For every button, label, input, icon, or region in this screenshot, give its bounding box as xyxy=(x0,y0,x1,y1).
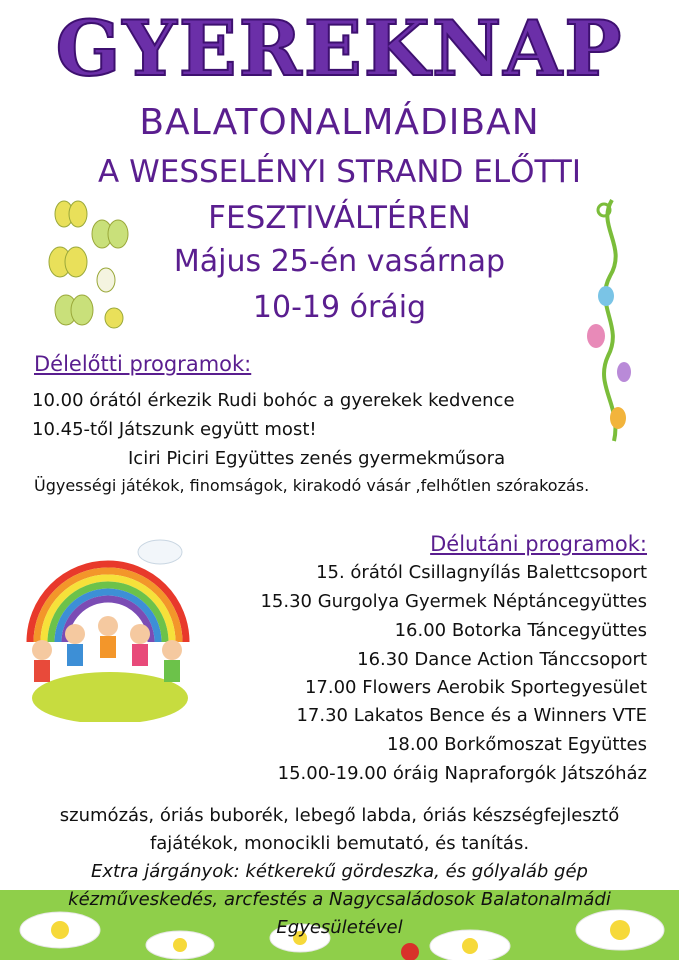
morning-item: 10.45-től Játszunk együtt most! xyxy=(32,419,317,440)
afternoon-item: 17.30 Lakatos Bence és a Winners VTE xyxy=(296,705,647,726)
poster-title: GYEREKNAP xyxy=(55,4,624,93)
rainbow-kids-illustration xyxy=(20,522,200,722)
morning-item: 10.00 órától érkezik Rudi bohóc a gyerekek kedvence xyxy=(32,390,515,411)
footer-line: szumózás, óriás buborék, lebegő labda, óriás készségfejlesztő xyxy=(59,805,620,826)
morning-item: Ügyességi játékok, finomságok, kirakodó vásár ,felhőtlen szórakozás. xyxy=(34,476,590,495)
event-date: Május 25-én vasárnap xyxy=(173,244,506,279)
afternoon-item: 15. órától Csillagnyílás Balettcsoport xyxy=(316,562,647,583)
vine-illustration xyxy=(584,196,640,446)
morning-item: Iciri Piciri Együttes zenés gyermekműsora xyxy=(128,448,506,469)
afternoon-item: 15.00-19.00 óráig Napraforgók Játszóház xyxy=(277,763,647,784)
afternoon-item: 17.00 Flowers Aerobik Sportegyesület xyxy=(304,677,647,698)
footer-line: Extra járgányok: kétkerekű gördeszka, és gólyaláb gép xyxy=(91,861,588,882)
afternoon-item: 18.00 Borkőmoszat Együttes xyxy=(386,734,647,755)
location-line-1: BALATONALMÁDIBAN xyxy=(139,102,540,143)
location-line-2: A WESSELÉNYI STRAND ELŐTTI xyxy=(98,154,581,190)
footer-line: kézműveskedés, arcfestés a Nagycsaládosok Balatonalmádi xyxy=(68,889,611,910)
afternoon-item: 16.00 Botorka Táncegyüttes xyxy=(394,620,647,641)
footer-line: Egyesületével xyxy=(276,917,403,938)
morning-heading: Délelőtti programok: xyxy=(34,352,252,376)
afternoon-heading: Délutáni programok: xyxy=(430,532,647,556)
afternoon-item: 15.30 Gurgolya Gyermek Néptáncegyüttes xyxy=(260,591,647,612)
event-time: 10-19 óráig xyxy=(252,290,427,325)
footer-line: fajátékok, monocikli bemutató, és tanítás. xyxy=(149,833,530,854)
afternoon-item: 16.30 Dance Action Tánccsoport xyxy=(357,649,647,670)
butterflies-illustration xyxy=(44,198,134,338)
location-line-3: FESZTIVÁLTÉREN xyxy=(208,200,471,236)
